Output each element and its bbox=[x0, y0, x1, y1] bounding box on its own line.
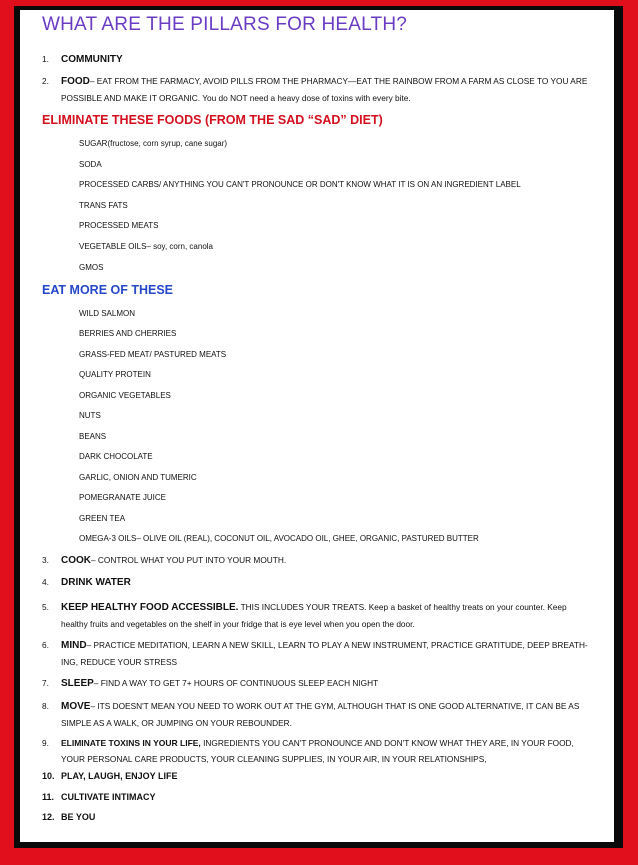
eliminate-item: PROCESSED MEATS bbox=[79, 221, 159, 230]
item-number: 3. bbox=[42, 555, 49, 565]
item-keyword: COOK bbox=[61, 555, 91, 566]
eat-more-item: OMEGA-3 OILS– OLIVE OIL (REAL), COCONUT OIL, AVOCADO OIL, GHEE, ORGANIC, PASTURED BUTTER bbox=[79, 534, 479, 543]
list-item-food bbox=[42, 73, 594, 106]
item-keyword: MIND bbox=[61, 640, 87, 651]
list-item-drink-water bbox=[42, 574, 594, 591]
item-text: – ITS DOESN'T MEAN YOU NEED TO WORK OUT AT THE GYM, ALTHOUGH THAT IS ONE GOOD ALTERNATIVE, IT CAN BE AS SIMPLE AS A WALK, OR JUMPING ON YOUR REBOUNDER. bbox=[61, 701, 580, 728]
eat-more-heading: EAT MORE OF THESE bbox=[42, 283, 174, 297]
eliminate-item: VEGETABLE OILS– soy, corn, canola bbox=[79, 242, 213, 251]
eat-more-item: GRASS-FED MEAT/ PASTURED MEATS bbox=[79, 350, 227, 359]
eliminate-heading: ELIMINATE THESE FOODS (FROM THE SAD “SAD” DIET) bbox=[42, 113, 383, 127]
item-keyword: KEEP HEALTHY FOOD ACCESSIBLE. bbox=[61, 602, 239, 613]
list-item-healthy-food bbox=[42, 599, 594, 632]
item-number: 12. bbox=[42, 812, 55, 822]
item-number: 2. bbox=[42, 76, 49, 86]
item-keyword: COMMUNITY bbox=[61, 54, 123, 65]
item-number: 6. bbox=[42, 640, 49, 650]
eat-more-item: BERRIES AND CHERRIES bbox=[79, 329, 177, 338]
page-title: WHAT ARE THE PILLARS FOR HEALTH? bbox=[42, 14, 408, 35]
list-item-community bbox=[42, 51, 594, 68]
list-item-intimacy bbox=[42, 789, 594, 805]
document-page bbox=[20, 10, 614, 842]
item-keyword: DRINK WATER bbox=[61, 577, 131, 588]
list-item-cook bbox=[42, 552, 594, 569]
list-item-sleep bbox=[42, 675, 594, 692]
list-item-eliminate-toxins bbox=[42, 735, 594, 767]
item-keyword: FOOD bbox=[61, 76, 90, 87]
eat-more-item: GARLIC, ONION AND TUMERIC bbox=[79, 473, 197, 482]
eliminate-item: SUGAR(fructose, corn syrup, cane sugar) bbox=[79, 139, 228, 148]
item-text: – EAT FROM THE FARMACY, AVOID PILLS FROM THE PHARMACY—EAT THE RAINBOW FROM A FARM AS CLOSE TO YOU ARE POSSIBLE AND MAKE IT ORGANIC. You do NOT need a heavy dose of toxins with every bite. bbox=[61, 76, 588, 103]
item-number: 5. bbox=[42, 602, 49, 612]
eat-more-item: WILD SALMON bbox=[79, 309, 136, 318]
item-number: 9. bbox=[42, 738, 49, 748]
item-keyword: ELIMINATE TOXINS IN YOUR LIFE, bbox=[61, 738, 201, 748]
item-keyword: CULTIVATE INTIMACY bbox=[61, 792, 156, 802]
list-item-be-you bbox=[42, 809, 594, 825]
item-keyword: SLEEP bbox=[61, 678, 94, 689]
eliminate-item: GMOS bbox=[79, 263, 104, 272]
eliminate-item: TRANS FATS bbox=[79, 201, 128, 210]
item-text: INGREDIENTS YOU CAN'T PRONOUNCE AND DON'T KNOW WHAT THEY ARE, IN YOUR FOOD, YOUR PERSONAL CARE PRODUCTS, YOUR CLEANING SUPPLIES, IN YOUR AIR, IN YOUR RELATIONSHIPS, bbox=[61, 738, 574, 764]
item-number: 7. bbox=[42, 678, 49, 688]
eat-more-item: POMEGRANATE JUICE bbox=[79, 493, 166, 502]
item-text: – PRACTICE MEDITATION, LEARN A NEW SKILL, LEARN TO PLAY A NEW INSTRUMENT, PRACTICE GRATITUDE, DEEP BREATH-ING, REDUCE YOUR STRESS bbox=[61, 640, 588, 667]
item-keyword: BE YOU bbox=[61, 812, 96, 822]
eliminate-item: SODA bbox=[79, 160, 102, 169]
item-number: 10. bbox=[42, 771, 55, 781]
eliminate-item: PROCESSED CARBS/ ANYTHING YOU CAN'T PRONOUNCE OR DON'T KNOW WHAT IT IS ON AN INGREDIENT LABEL bbox=[79, 180, 521, 189]
eat-more-item: QUALITY PROTEIN bbox=[79, 370, 151, 379]
list-item-move bbox=[42, 698, 594, 731]
eat-more-item: BEANS bbox=[79, 432, 107, 441]
item-keyword: PLAY, LAUGH, ENJOY LIFE bbox=[61, 771, 178, 781]
item-text: – CONTROL WHAT YOU PUT INTO YOUR MOUTH. bbox=[91, 555, 287, 565]
list-item-play bbox=[42, 768, 594, 784]
item-text: – FIND A WAY TO GET 7+ HOURS OF CONTINUOUS SLEEP EACH NIGHT bbox=[93, 678, 379, 688]
item-number: 8. bbox=[42, 701, 49, 711]
eat-more-item: DARK CHOCOLATE bbox=[79, 452, 153, 461]
item-number: 1. bbox=[42, 54, 49, 64]
item-number: 11. bbox=[42, 792, 55, 802]
eat-more-item: GREEN TEA bbox=[79, 514, 126, 523]
item-number: 4. bbox=[42, 577, 49, 587]
eat-more-item: NUTS bbox=[79, 411, 101, 420]
item-keyword: MOVE bbox=[61, 701, 91, 712]
eat-more-item: ORGANIC VEGETABLES bbox=[79, 391, 171, 400]
item-text: THIS INCLUDES YOUR TREATS. Keep a basket of healthy treats on your counter. Keep healthy fruits and vegetables on the shelf in your fridge that is eye level when you open the door. bbox=[61, 602, 567, 629]
list-item-mind bbox=[42, 637, 594, 670]
